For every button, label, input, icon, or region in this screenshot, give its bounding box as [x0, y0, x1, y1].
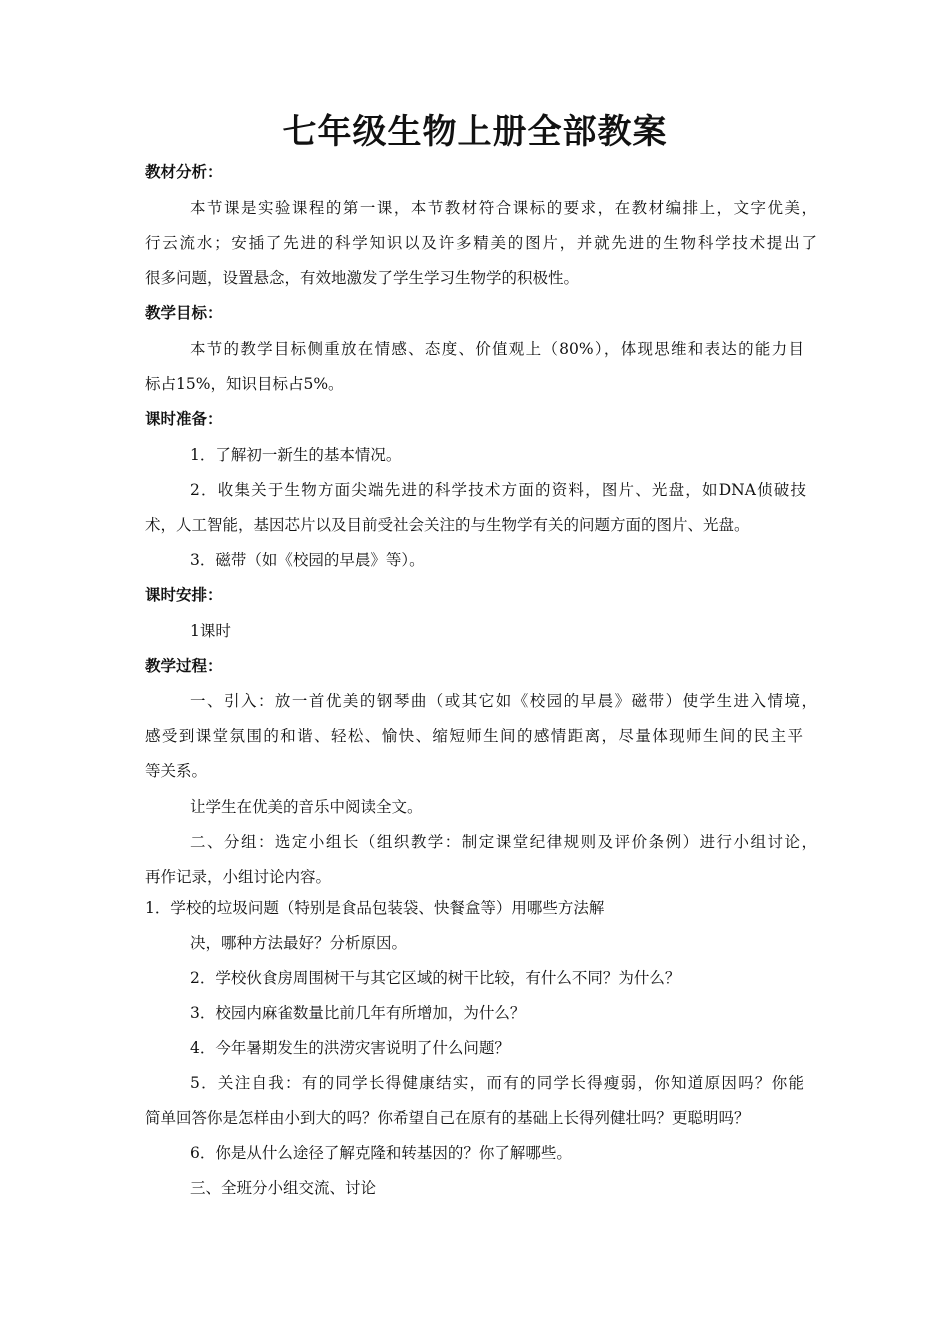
section-heading-goals: 教学目标：: [145, 304, 223, 322]
paragraph-line: 三、全班分小组交流、讨论: [190, 1179, 377, 1197]
paragraph-line: 一、引入：放一首优美的钢琴曲（或其它如《校园的早晨》磁带）使学生进入情境，: [190, 692, 817, 710]
list-item: 6．你是从什么途径了解克隆和转基因的？你了解哪些。: [190, 1144, 572, 1162]
list-item-continuation: 决，哪种方法最好？分析原因。: [190, 934, 408, 952]
list-item: 3．校园内麻雀数量比前几年有所增加，为什么？: [190, 1004, 526, 1022]
section-heading-materials: 教材分析：: [145, 163, 223, 181]
paragraph-line: 行云流水；安插了先进的科学知识以及许多精美的图片，并就先进的生物科学技术提出了: [145, 234, 817, 252]
paragraph-line: 二、分组：选定小组长（组织教学：制定课堂纪律规则及评价条例）进行小组讨论，: [190, 833, 817, 851]
paragraph-line: 1课时: [190, 622, 231, 640]
paragraph-line: 标占15%，知识目标占5%。: [145, 375, 344, 393]
list-item-continuation: 术，人工智能，基因芯片以及目前受社会关注的与生物学有关的问题方面的图片、光盘。: [145, 516, 750, 534]
list-item: 5．关注自我：有的同学长得健康结实，而有的同学长得瘦弱，你知道原因吗？你能: [190, 1074, 804, 1092]
list-item: 3．磁带（如《校园的早晨》等）。: [190, 551, 425, 569]
list-item: 4．今年暑期发生的洪涝灾害说明了什么问题？: [190, 1039, 510, 1057]
paragraph-line: 本节的教学目标侧重放在情感、态度、价值观上（80%），体现思维和表达的能力目: [190, 340, 804, 358]
list-item: 1．了解初一新生的基本情况。: [190, 446, 402, 464]
paragraph-line: 再作记录，小组讨论内容。: [145, 868, 332, 886]
list-item: 2．收集关于生物方面尖端先进的科学技术方面的资料，图片、光盘，如DNA侦破技: [190, 481, 806, 499]
list-item: 1．学校的垃圾问题（特别是食品包装袋、快餐盒等）用哪些方法解: [145, 899, 605, 917]
paragraph-line: 等关系。: [145, 762, 208, 780]
paragraph-line: 本节课是实验课程的第一课，本节教材符合课标的要求，在教材编排上，文字优美，: [190, 199, 817, 217]
paragraph-line: 让学生在优美的音乐中阅读全文。: [190, 798, 423, 816]
section-heading-process: 教学过程：: [145, 657, 223, 675]
section-heading-schedule: 课时安排：: [145, 586, 223, 604]
document-title: 七年级生物上册全部教案: [282, 112, 668, 152]
section-heading-prep: 课时准备：: [145, 410, 223, 428]
paragraph-line: 感受到课堂氛围的和谐、轻松、愉快、缩短师生间的感情距离，尽量体现师生间的民主平: [145, 727, 803, 745]
paragraph-line: 很多问题，设置悬念，有效地激发了学生学习生物学的积极性。: [145, 269, 580, 287]
list-item: 2．学校伙食房周围树干与其它区域的树干比较，有什么不同？为什么？: [190, 969, 681, 987]
list-item-continuation: 简单回答你是怎样由小到大的吗？你希望自己在原有的基础上长得列健壮吗？更聪明吗？: [145, 1109, 750, 1127]
